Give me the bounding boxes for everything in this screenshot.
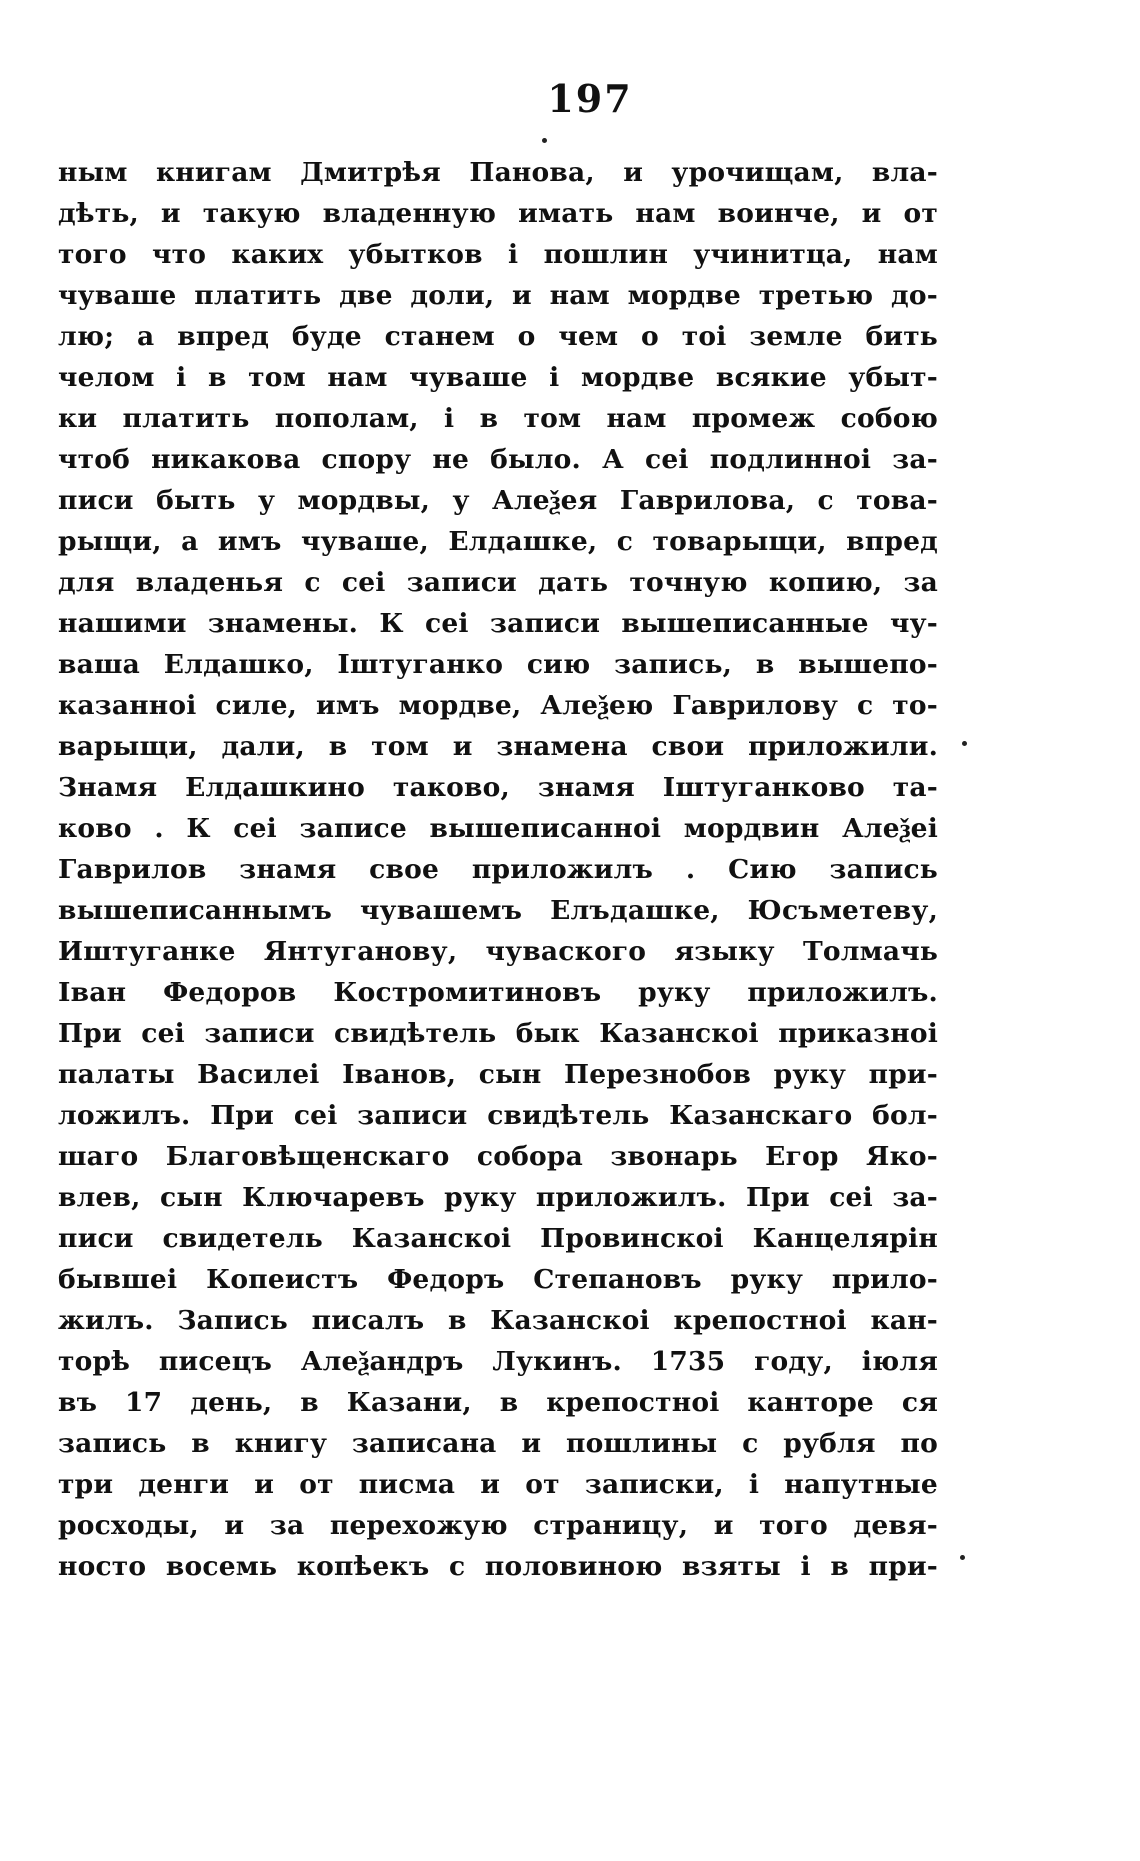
text-line: писи свидетель Казанскоі Провинскоі Канцелярін: [58, 1223, 938, 1254]
text-line: рыщи, а имъ чуваше, Елдашке, с товарыщи, впред: [58, 526, 938, 557]
text-line: лю; а впред буде станем о чем о тоі земле бить: [58, 321, 938, 352]
ink-speck: [542, 138, 547, 143]
text-line: варыщи, дали, в том и знамена свои приложили.: [58, 731, 938, 762]
text-line: того что каких убытков і пошлин учинитца, нам: [58, 239, 938, 270]
text-line: Иштуганке Янтуганову, чуваского языку Толмачь: [58, 936, 938, 967]
text-line: въ 17 день, в Казани, в крепостноі канторе ся: [58, 1387, 938, 1418]
text-line: При сеі записи свидѣтель бык Казанскоі приказноі: [58, 1018, 938, 1049]
text-line: ково . К сеі записе вышеписанноі мордвин Алеѯеі: [58, 813, 938, 844]
text-line: шаго Благовѣщенскаго собора звонарь Егор Яко-: [58, 1141, 938, 1172]
text-line: челом і в том нам чуваше і мордве всякие убыт-: [58, 362, 938, 393]
text-line: писи быть у мордвы, у Алеѯея Гаврилова, с това-: [58, 485, 938, 516]
text-line: вышеписаннымъ чувашемъ Елъдашке, Юсъметеву,: [58, 895, 938, 926]
text-line: ваша Елдашко, Іштуганко сию запись, в вышепо-: [58, 649, 938, 680]
text-line: Знамя Елдашкино таково, знамя Іштуганково та-: [58, 772, 938, 803]
text-line: нашими знамены. К сеі записи вышеписанные чу-: [58, 608, 938, 639]
text-line: казанноі силе, имъ мордве, Алеѯею Гаврилову с то-: [58, 690, 938, 721]
text-line: жилъ. Запись писалъ в Казанскоі крепостноі кан-: [58, 1305, 938, 1336]
text-line: Іван Федоров Костромитиновъ руку приложилъ.: [58, 977, 938, 1008]
text-line: росходы, и за перехожую страницу, и того девя-: [58, 1510, 938, 1541]
text-line: палаты Василеі Іванов, сын Перезнобов руку при-: [58, 1059, 938, 1090]
text-line: бывшеі Копеистъ Федоръ Степановъ руку прило-: [58, 1264, 938, 1295]
body-text: [58, 152, 938, 1587]
text-line: три денги и от писма и от записки, і напутные: [58, 1469, 938, 1500]
text-line: ным книгам Дмитрѣя Панова, и урочищам, вла-: [58, 157, 938, 188]
text-line: запись в книгу записана и пошлины с рубля по: [58, 1428, 938, 1459]
text-line: чуваше платить две доли, и нам мордве третью до-: [58, 280, 938, 311]
text-line: Гаврилов знамя свое приложилъ . Сию запись: [58, 854, 938, 885]
text-line: торѣ писецъ Алеѯандръ Лукинъ. 1735 году, іюля: [58, 1346, 938, 1377]
page-number: 197: [547, 76, 633, 121]
text-line: для владенья с сеі записи дать точную копию, за: [58, 567, 938, 598]
text-line: ки платить пополам, і в том нам промеж собою: [58, 403, 938, 434]
ink-speck: [960, 1555, 965, 1560]
text-line: носто восемь копѣекъ с половиною взяты і в при-: [58, 1551, 938, 1582]
ink-speck: [962, 741, 967, 746]
text-line: ложилъ. При сеі записи свидѣтель Казанскаго бол-: [58, 1100, 938, 1131]
text-line: влев, сын Ключаревъ руку приложилъ. При сеі за-: [58, 1182, 938, 1213]
text-line: дѣть, и такую владенную имать нам воинче, и от: [58, 198, 938, 229]
text-line: чтоб никакова спору не было. А сеі подлинноі за-: [58, 444, 938, 475]
